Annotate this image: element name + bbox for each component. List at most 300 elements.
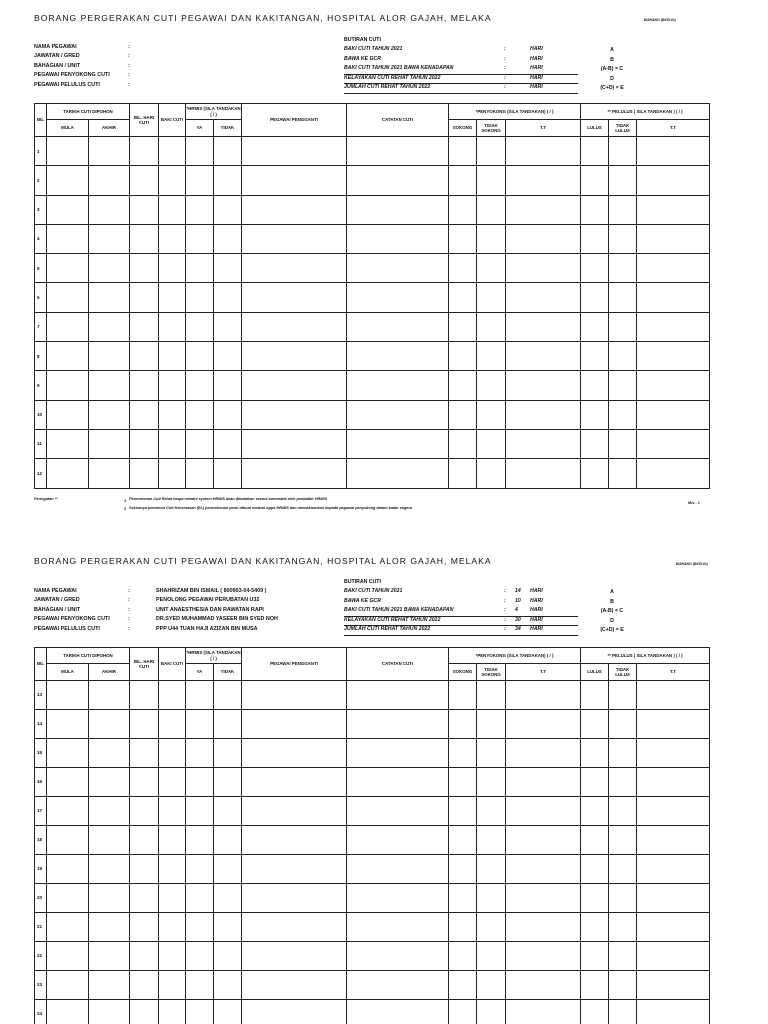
table-cell[interactable] [506, 459, 581, 488]
table-cell[interactable] [449, 224, 477, 253]
table-cell[interactable] [347, 195, 449, 224]
table-cell[interactable] [89, 137, 130, 166]
table-cell[interactable] [242, 195, 347, 224]
table-cell[interactable] [159, 797, 186, 826]
table-cell[interactable] [609, 710, 637, 739]
table-cell[interactable] [186, 137, 214, 166]
table-cell[interactable] [89, 400, 130, 429]
table-cell[interactable] [159, 855, 186, 884]
table-cell[interactable] [242, 681, 347, 710]
table-cell[interactable] [214, 971, 242, 1000]
table-cell[interactable] [159, 739, 186, 768]
table-cell[interactable] [159, 1000, 186, 1024]
table-cell[interactable] [159, 971, 186, 1000]
table-cell[interactable] [186, 371, 214, 400]
table-cell[interactable] [477, 855, 506, 884]
table-cell[interactable] [214, 166, 242, 195]
table-cell[interactable] [47, 371, 89, 400]
table-cell[interactable] [214, 195, 242, 224]
table-cell[interactable] [637, 429, 710, 458]
table-cell[interactable] [47, 166, 89, 195]
table-cell[interactable] [637, 826, 710, 855]
table-cell[interactable] [186, 429, 214, 458]
table-cell[interactable] [242, 826, 347, 855]
table-cell[interactable] [242, 371, 347, 400]
table-cell[interactable] [130, 855, 159, 884]
table-cell[interactable] [347, 681, 449, 710]
table-cell[interactable] [637, 371, 710, 400]
table-cell[interactable] [609, 166, 637, 195]
table-cell[interactable] [159, 768, 186, 797]
table-cell[interactable] [159, 371, 186, 400]
table-cell[interactable] [609, 913, 637, 942]
table-cell[interactable] [242, 971, 347, 1000]
table-cell[interactable] [89, 884, 130, 913]
table-cell[interactable] [47, 768, 89, 797]
table-cell[interactable] [347, 429, 449, 458]
table-cell[interactable] [186, 739, 214, 768]
table-cell[interactable] [47, 224, 89, 253]
table-cell[interactable] [347, 913, 449, 942]
table-cell[interactable] [47, 254, 89, 283]
table-cell[interactable] [609, 884, 637, 913]
table-cell[interactable] [130, 342, 159, 371]
table-cell[interactable] [609, 1000, 637, 1024]
table-cell[interactable] [506, 942, 581, 971]
table-cell[interactable] [609, 739, 637, 768]
table-cell[interactable] [581, 797, 609, 826]
table-cell[interactable] [609, 459, 637, 488]
table-cell[interactable] [609, 400, 637, 429]
table-cell[interactable] [242, 166, 347, 195]
table-cell[interactable] [242, 283, 347, 312]
table-cell[interactable] [637, 913, 710, 942]
table-cell[interactable] [477, 971, 506, 1000]
table-cell[interactable] [506, 913, 581, 942]
table-cell[interactable] [609, 224, 637, 253]
table-cell[interactable] [609, 137, 637, 166]
table-cell[interactable] [506, 739, 581, 768]
table-cell[interactable] [89, 371, 130, 400]
table-cell[interactable] [130, 459, 159, 488]
table-cell[interactable] [506, 254, 581, 283]
table-cell[interactable] [347, 166, 449, 195]
table-cell[interactable] [242, 855, 347, 884]
table-cell[interactable] [581, 254, 609, 283]
table-cell[interactable] [130, 913, 159, 942]
table-cell[interactable] [214, 371, 242, 400]
table-cell[interactable] [449, 166, 477, 195]
table-cell[interactable] [130, 400, 159, 429]
table-cell[interactable] [449, 400, 477, 429]
table-cell[interactable] [637, 797, 710, 826]
table-cell[interactable] [609, 254, 637, 283]
table-cell[interactable] [130, 195, 159, 224]
table-cell[interactable] [449, 137, 477, 166]
table-cell[interactable] [242, 913, 347, 942]
table-cell[interactable] [477, 283, 506, 312]
table-cell[interactable] [186, 971, 214, 1000]
table-cell[interactable] [637, 681, 710, 710]
table-cell[interactable] [47, 195, 89, 224]
table-cell[interactable] [347, 224, 449, 253]
table-cell[interactable] [637, 400, 710, 429]
table-cell[interactable] [477, 195, 506, 224]
table-cell[interactable] [242, 710, 347, 739]
table-cell[interactable] [449, 913, 477, 942]
table-cell[interactable] [159, 942, 186, 971]
table-cell[interactable] [347, 797, 449, 826]
table-cell[interactable] [637, 739, 710, 768]
table-cell[interactable] [506, 224, 581, 253]
table-cell[interactable] [47, 913, 89, 942]
table-cell[interactable] [609, 312, 637, 341]
table-cell[interactable] [506, 855, 581, 884]
table-cell[interactable] [214, 254, 242, 283]
table-cell[interactable] [242, 884, 347, 913]
table-cell[interactable] [609, 942, 637, 971]
table-cell[interactable] [506, 884, 581, 913]
table-cell[interactable] [449, 254, 477, 283]
table-cell[interactable] [581, 710, 609, 739]
table-cell[interactable] [581, 137, 609, 166]
table-cell[interactable] [449, 971, 477, 1000]
table-cell[interactable] [449, 710, 477, 739]
table-cell[interactable] [214, 913, 242, 942]
table-cell[interactable] [159, 342, 186, 371]
table-cell[interactable] [47, 1000, 89, 1024]
table-cell[interactable] [89, 739, 130, 768]
table-cell[interactable] [186, 342, 214, 371]
table-cell[interactable] [581, 971, 609, 1000]
table-cell[interactable] [581, 429, 609, 458]
table-cell[interactable] [186, 1000, 214, 1024]
table-cell[interactable] [637, 312, 710, 341]
table-cell[interactable] [242, 1000, 347, 1024]
table-cell[interactable] [477, 137, 506, 166]
table-cell[interactable] [89, 942, 130, 971]
table-cell[interactable] [130, 283, 159, 312]
table-cell[interactable] [47, 710, 89, 739]
table-cell[interactable] [347, 826, 449, 855]
table-cell[interactable] [89, 913, 130, 942]
table-cell[interactable] [159, 429, 186, 458]
table-cell[interactable] [186, 826, 214, 855]
table-cell[interactable] [609, 768, 637, 797]
table-cell[interactable] [347, 739, 449, 768]
table-cell[interactable] [159, 254, 186, 283]
table-cell[interactable] [89, 283, 130, 312]
table-cell[interactable] [130, 710, 159, 739]
table-cell[interactable] [347, 254, 449, 283]
table-cell[interactable] [242, 342, 347, 371]
table-cell[interactable] [506, 797, 581, 826]
table-cell[interactable] [242, 942, 347, 971]
table-cell[interactable] [347, 283, 449, 312]
table-cell[interactable] [214, 429, 242, 458]
table-cell[interactable] [159, 826, 186, 855]
table-cell[interactable] [347, 768, 449, 797]
table-cell[interactable] [214, 710, 242, 739]
table-cell[interactable] [477, 254, 506, 283]
table-cell[interactable] [186, 459, 214, 488]
table-cell[interactable] [637, 710, 710, 739]
table-cell[interactable] [47, 855, 89, 884]
table-cell[interactable] [581, 942, 609, 971]
table-cell[interactable] [89, 797, 130, 826]
table-cell[interactable] [130, 768, 159, 797]
table-cell[interactable] [130, 884, 159, 913]
table-cell[interactable] [130, 739, 159, 768]
table-cell[interactable] [89, 971, 130, 1000]
table-cell[interactable] [477, 371, 506, 400]
table-cell[interactable] [609, 342, 637, 371]
table-cell[interactable] [159, 459, 186, 488]
table-cell[interactable] [186, 283, 214, 312]
table-cell[interactable] [214, 137, 242, 166]
table-cell[interactable] [506, 1000, 581, 1024]
table-cell[interactable] [242, 224, 347, 253]
table-cell[interactable] [506, 312, 581, 341]
table-cell[interactable] [214, 884, 242, 913]
table-cell[interactable] [581, 681, 609, 710]
table-cell[interactable] [609, 826, 637, 855]
table-cell[interactable] [581, 312, 609, 341]
table-cell[interactable] [477, 768, 506, 797]
table-cell[interactable] [449, 768, 477, 797]
table-cell[interactable] [581, 342, 609, 371]
table-cell[interactable] [214, 768, 242, 797]
table-cell[interactable] [477, 429, 506, 458]
table-cell[interactable] [89, 342, 130, 371]
table-cell[interactable] [214, 681, 242, 710]
table-cell[interactable] [130, 826, 159, 855]
table-cell[interactable] [637, 855, 710, 884]
table-cell[interactable] [159, 283, 186, 312]
table-cell[interactable] [347, 400, 449, 429]
table-cell[interactable] [214, 942, 242, 971]
table-cell[interactable] [609, 283, 637, 312]
table-cell[interactable] [214, 342, 242, 371]
table-cell[interactable] [477, 312, 506, 341]
table-cell[interactable] [159, 884, 186, 913]
table-cell[interactable] [581, 459, 609, 488]
table-cell[interactable] [347, 884, 449, 913]
table-cell[interactable] [449, 312, 477, 341]
table-cell[interactable] [159, 224, 186, 253]
table-cell[interactable] [347, 312, 449, 341]
table-cell[interactable] [637, 942, 710, 971]
table-cell[interactable] [506, 710, 581, 739]
table-cell[interactable] [506, 342, 581, 371]
table-cell[interactable] [47, 971, 89, 1000]
table-cell[interactable] [609, 429, 637, 458]
table-cell[interactable] [637, 283, 710, 312]
table-cell[interactable] [130, 681, 159, 710]
table-cell[interactable] [506, 768, 581, 797]
table-cell[interactable] [637, 195, 710, 224]
table-cell[interactable] [186, 195, 214, 224]
table-cell[interactable] [186, 224, 214, 253]
table-cell[interactable] [242, 400, 347, 429]
table-cell[interactable] [506, 137, 581, 166]
table-cell[interactable] [637, 971, 710, 1000]
table-cell[interactable] [186, 681, 214, 710]
table-cell[interactable] [506, 826, 581, 855]
table-cell[interactable] [47, 429, 89, 458]
table-cell[interactable] [89, 254, 130, 283]
table-cell[interactable] [581, 283, 609, 312]
table-cell[interactable] [89, 826, 130, 855]
table-cell[interactable] [347, 942, 449, 971]
table-cell[interactable] [186, 768, 214, 797]
table-cell[interactable] [581, 400, 609, 429]
table-cell[interactable] [609, 971, 637, 1000]
table-cell[interactable] [609, 195, 637, 224]
table-cell[interactable] [214, 826, 242, 855]
table-cell[interactable] [89, 166, 130, 195]
table-cell[interactable] [477, 942, 506, 971]
table-cell[interactable] [47, 942, 89, 971]
table-cell[interactable] [347, 855, 449, 884]
table-cell[interactable] [347, 137, 449, 166]
table-cell[interactable] [130, 1000, 159, 1024]
table-cell[interactable] [637, 254, 710, 283]
table-cell[interactable] [186, 254, 214, 283]
table-cell[interactable] [449, 342, 477, 371]
table-cell[interactable] [581, 195, 609, 224]
table-cell[interactable] [214, 224, 242, 253]
table-cell[interactable] [347, 971, 449, 1000]
table-cell[interactable] [347, 342, 449, 371]
table-cell[interactable] [130, 371, 159, 400]
table-cell[interactable] [449, 459, 477, 488]
table-cell[interactable] [130, 942, 159, 971]
table-cell[interactable] [449, 1000, 477, 1024]
table-cell[interactable] [449, 681, 477, 710]
table-cell[interactable] [506, 400, 581, 429]
table-cell[interactable] [477, 342, 506, 371]
table-cell[interactable] [47, 739, 89, 768]
table-cell[interactable] [581, 739, 609, 768]
table-cell[interactable] [506, 971, 581, 1000]
table-cell[interactable] [186, 942, 214, 971]
table-cell[interactable] [159, 195, 186, 224]
table-cell[interactable] [47, 826, 89, 855]
table-cell[interactable] [347, 710, 449, 739]
table-cell[interactable] [347, 1000, 449, 1024]
table-cell[interactable] [449, 797, 477, 826]
table-cell[interactable] [214, 283, 242, 312]
table-cell[interactable] [637, 459, 710, 488]
table-cell[interactable] [637, 884, 710, 913]
table-cell[interactable] [47, 137, 89, 166]
table-cell[interactable] [477, 739, 506, 768]
table-cell[interactable] [186, 884, 214, 913]
table-cell[interactable] [637, 342, 710, 371]
table-cell[interactable] [214, 312, 242, 341]
table-cell[interactable] [581, 1000, 609, 1024]
table-cell[interactable] [449, 884, 477, 913]
table-cell[interactable] [130, 429, 159, 458]
table-cell[interactable] [449, 195, 477, 224]
table-cell[interactable] [506, 371, 581, 400]
table-cell[interactable] [159, 913, 186, 942]
table-cell[interactable] [347, 459, 449, 488]
table-cell[interactable] [89, 224, 130, 253]
table-cell[interactable] [477, 681, 506, 710]
table-cell[interactable] [47, 797, 89, 826]
table-cell[interactable] [242, 797, 347, 826]
table-cell[interactable] [506, 283, 581, 312]
table-cell[interactable] [159, 400, 186, 429]
table-cell[interactable] [186, 797, 214, 826]
table-cell[interactable] [130, 137, 159, 166]
table-cell[interactable] [637, 224, 710, 253]
table-cell[interactable] [47, 312, 89, 341]
table-cell[interactable] [609, 855, 637, 884]
table-cell[interactable] [477, 400, 506, 429]
table-cell[interactable] [242, 768, 347, 797]
table-cell[interactable] [477, 913, 506, 942]
table-cell[interactable] [159, 137, 186, 166]
table-cell[interactable] [242, 739, 347, 768]
table-cell[interactable] [449, 371, 477, 400]
table-cell[interactable] [186, 855, 214, 884]
table-cell[interactable] [186, 400, 214, 429]
table-cell[interactable] [637, 137, 710, 166]
table-cell[interactable] [130, 971, 159, 1000]
table-cell[interactable] [242, 137, 347, 166]
table-cell[interactable] [581, 371, 609, 400]
table-cell[interactable] [186, 913, 214, 942]
table-cell[interactable] [449, 283, 477, 312]
table-cell[interactable] [159, 166, 186, 195]
table-cell[interactable] [214, 739, 242, 768]
table-cell[interactable] [609, 797, 637, 826]
table-cell[interactable] [506, 681, 581, 710]
table-cell[interactable] [89, 768, 130, 797]
table-cell[interactable] [449, 739, 477, 768]
table-cell[interactable] [477, 797, 506, 826]
table-cell[interactable] [242, 459, 347, 488]
table-cell[interactable] [449, 826, 477, 855]
table-cell[interactable] [449, 942, 477, 971]
table-cell[interactable] [347, 371, 449, 400]
table-cell[interactable] [581, 826, 609, 855]
table-cell[interactable] [477, 710, 506, 739]
table-cell[interactable] [89, 681, 130, 710]
table-cell[interactable] [477, 166, 506, 195]
table-cell[interactable] [477, 826, 506, 855]
table-cell[interactable] [186, 166, 214, 195]
table-cell[interactable] [477, 1000, 506, 1024]
table-cell[interactable] [449, 429, 477, 458]
table-cell[interactable] [242, 429, 347, 458]
table-cell[interactable] [506, 195, 581, 224]
table-cell[interactable] [242, 312, 347, 341]
table-cell[interactable] [130, 254, 159, 283]
table-cell[interactable] [130, 797, 159, 826]
table-cell[interactable] [637, 166, 710, 195]
table-cell[interactable] [159, 312, 186, 341]
table-cell[interactable] [214, 459, 242, 488]
table-cell[interactable] [637, 768, 710, 797]
table-cell[interactable] [89, 855, 130, 884]
table-cell[interactable] [89, 312, 130, 341]
table-cell[interactable] [581, 884, 609, 913]
table-cell[interactable] [47, 681, 89, 710]
